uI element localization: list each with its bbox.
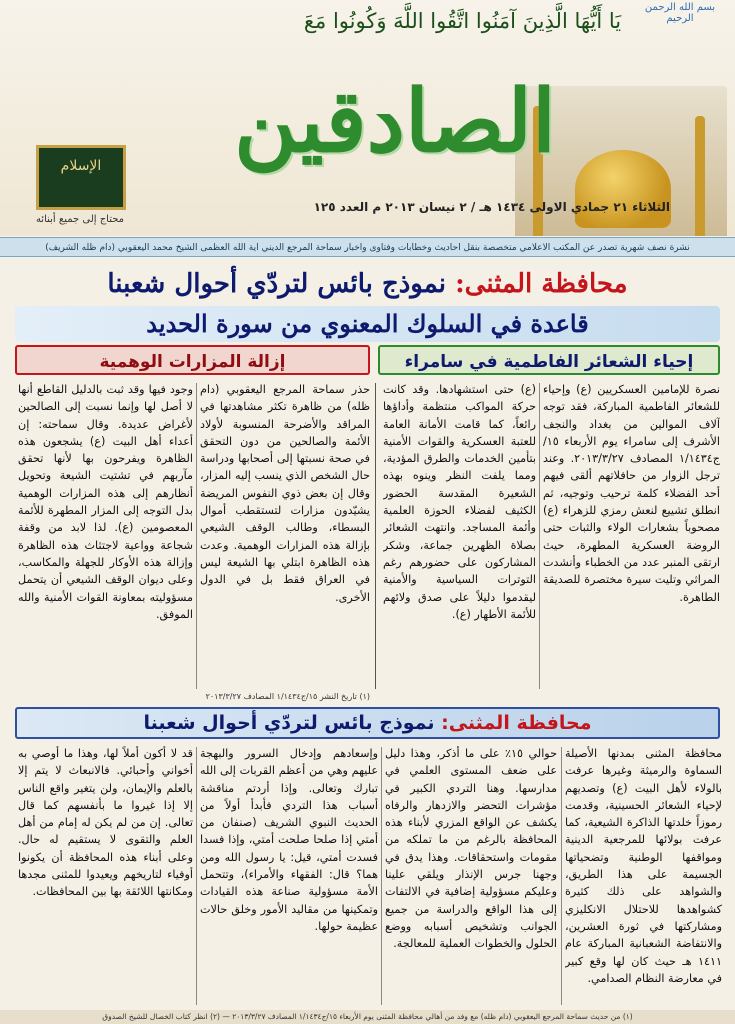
headline-text: نموذج بائس لتردّي أحوال شعبنا bbox=[107, 269, 447, 299]
heading-text: نموذج بائس لتردّي أحوال شعبنا bbox=[143, 712, 435, 734]
issue-date-line: الثلاثاء ٢١ جمادي الاولى ١٤٣٤ هـ / ٢ نيسان ٢٠١٣ م العدد ١٢٥ bbox=[313, 200, 670, 214]
article-column: (ع) حتى استشهادها. وقد كانت حركة المواكب منتظمة وأداؤها رائعاً، كما قامت الأمانة العامة للعتبة العسكرية والقوات الأمنية بتأمين الخدمات والطرق المؤدية، ومما يلفت النظر وينوه بهذه الشعيرة المقدسة الحضور الكثيف لفضلاء الحوزة العلمية وأئمة المساجد. وانتهت الشعائر بصلاة الظهرين جماعة، وشكر المشاركون على حضورهم رغم التوترات السياسية والأمنية ليقدموا دليلاً على صدق ولائهم للأئمة الأطهار (ع). bbox=[383, 383, 536, 621]
logo-caption: محتاج إلى جميع أبنائه bbox=[35, 214, 125, 225]
quran-verse: يَا أَيُّهَا الَّذِينَ آمَنُوا اتَّقُوا اللَّهَ وَكُونُوا مَعَ bbox=[303, 9, 622, 33]
islam-logo: الإسلام bbox=[36, 145, 126, 210]
footnote: (١) تاريخ النشر ١٥/ج١/١٤٣٤ المصادف ٢٠١٣/٣/٢٧ bbox=[205, 692, 370, 701]
article-column: قد لا أكون أملاً لها، وهذا ما أوصي به أخواني وأحبائي. فالانبعاث لا يتم إلا بالعلم والإيمان، ولن يتغير واقع الناس إلا إذا غيروا ما بأنفسهم كما قال تعالى. إن من لم يكن له إمام من أهل العلم والتقوى لا يستقيم له حال. وعلى أبناء هذه المحافظة أن يكونوا أوفياء لتاريخهم ويعيدوا للمثنى مجدها ومكانتها اللائقة بها بين المحافظات. bbox=[18, 747, 193, 899]
main-headline bbox=[15, 263, 720, 305]
heading-location: محافظة المثنى: bbox=[441, 712, 592, 734]
article-column: محافظة المثنى بمدنها الأصيلة السماوة والرميثة وغيرها عرفت بالولاء لأهل البيت (ع) وتصديهم لإحياء الشعائر الحسينية، وقدمت رموزاً خلدتها الذاكرة الشيعية، كما عرفت بولائها للمرجعية الدينية ومواقفها الوطنية وتضحياتها الجسيمة على هذا الطريق، والشواهد على ذلك كثيرة كشواهدها للاحتلال الانكليزي ومشاركتها في ثورة العشرين، والانتفاضة الشعبانية المباركة عام ١٤١١ هـ حيث كان لها وقع كبير في معارضة النظام الصدامي. bbox=[565, 747, 722, 985]
article-column: وجود فيها وقد ثبت بالدليل القاطع أنها لا أصل لها وإنما نسبت إلى الصالحين لأغراض عديدة. وقال سماحته: إن أعداء أهل البيت (ع) يشجعون هذه الظاهرة ويفرحون بها لأنها تحقق مآربهم في تشتيت الشيعة وتحويل أنظارهم إلى هذه المزارات الوهمية بدل التوجه إلى المزار المطهرة للأئمة المعصومين (ع). لذا لابد من وقفة شجاعة وواعية لاجتثاث هذه الظاهرة وإزالة هذه الأوكار للجهلة والمكاسب، وعلى ديوان الوقف الشيعي أن يتحمل مسؤوليته بمعاونة القوات الأمنية والله الموفق. bbox=[18, 383, 193, 621]
column-divider bbox=[196, 383, 197, 689]
secondary-headline: قاعدة في السلوك المعنوي من سورة الحديد bbox=[15, 306, 720, 342]
article-column: نصرة للإمامين العسكريين (ع) وإحياء للشعائر الفاطمية المباركة، فقد توجه آلاف الموالين من بغداد والنجف الأشرف إلى سامراء يوم الأربعاء ١٥/ج١/١٤٣٤ المصادف ٢٠١٣/٣/٢٧. وعند ترجل الزوار من حافلاتهم ألقى فيهم أحد الفضلاء كلمة ترحيب وتوجيه، ثم انطلق تشييع لنعش رمزي للزهراء (ع) مصحوباً بشعارات الولاء والثبات حتى الروضة العسكرية المطهرة، حيث ارتقى المنبر عدد من الخطباء وأنشدت المراثي وتليت سيرة مختصرة للصديقة الطاهرة. bbox=[543, 383, 720, 604]
headline-location: محافظة المثنى: bbox=[455, 269, 628, 299]
column-divider bbox=[539, 383, 540, 689]
column-divider bbox=[561, 747, 562, 1005]
publisher-band: نشرة نصف شهرية تصدر عن المكتب الاعلامي متخصصة بنقل احاديث وخطابات وفتاوى واخبار سماحة المرجع الديني اية الله العظمى الشيخ محمد اليعقوبي (دام ظله الشريف) bbox=[0, 237, 735, 257]
minaret-icon bbox=[695, 116, 705, 236]
section-divider bbox=[375, 383, 376, 689]
section-heading-muthanna bbox=[15, 707, 720, 739]
column-divider bbox=[381, 747, 382, 1005]
section-heading-shrines: إزالة المزارات الوهمية bbox=[15, 345, 370, 375]
article-column: حوالي ١٥٪ على ما أذكر، وهذا دليل على ضعف المستوى العلمي في مدارسها. وهنا التردي الكبير في مؤشرات التحضر والازدهار والرفاه يكشف عن الواقع المزري لأبناء هذه المحافظة بالرغم من ما تملكه من مقومات واستحقاقات. وهذا يدق في وجهنا جرس الإنذار ويلقي علينا وعليكم مسؤولية إضافية في الالتفات إلى هذا الواقع والدراسة من جميع الجوانب وتشخيص أسبابه ووضع الحلول والخطوات العملية للمعالجة. bbox=[385, 747, 557, 951]
section-heading-samarra: إحياء الشعائر الفاطمية في سامراء bbox=[378, 345, 720, 375]
article-column: حذر سماحة المرجع اليعقوبي (دام ظله) من ظاهرة تكثر مشاهدتها في المراقد والأضرحة المنسوبة لأولاد الأئمة والصالحين من دون التحقق في صحة نسبتها إلى أصحابها ودراسة حال الشخص الذي ينسب إليه المزار، وقال إن بعض ذوي النفوس المريضة يشيّدون مزارات لتستقطب أموال البسطاء، وطالب الوقف الشيعي بإزالة هذه المزارات الوهمية. وعدت هذه الظاهرة ابتلي بها الشيعة ليس في العراق فقط بل في الدول الأخرى. bbox=[200, 383, 370, 604]
bismillah-text: بسم الله الرحمن الرحيم bbox=[644, 2, 716, 24]
newspaper-title: الصادقين bbox=[234, 71, 556, 172]
article-column: وإسعادهم وإدخال السرور والبهجة عليهم وهي من أعظم القربات إلى الله تبارك وتعالى. وإذا أردتم مناقشة أسباب هذا التردي فأبدأ أولاً من الحديث النبوي الشريف (صنفان من أمتي إذا صلحا صلحت أمتي، وإذا فسدا فسدت أمتي، قيل: يا رسول الله ومن هما؟ قال: الفقهاء والأمراء)، وتتحمل الأمة مسؤولية صناعة هذه القيادات وتمكينها من مقاليد الأمور وخلق حالات عظيمة حولها. bbox=[200, 747, 378, 933]
column-divider bbox=[196, 747, 197, 1005]
footer-notes: (١) من حديث سماحة المرجع اليعقوبي (دام ظله) مع وفد من أهالي محافظة المثنى يوم الأربعاء ١٥/ج١/١٤٣٤ المصادف ٢٠١٣/٣/٢٧ — (٢) انظر كتاب الخصال للشيخ الصدوق bbox=[0, 1010, 735, 1024]
